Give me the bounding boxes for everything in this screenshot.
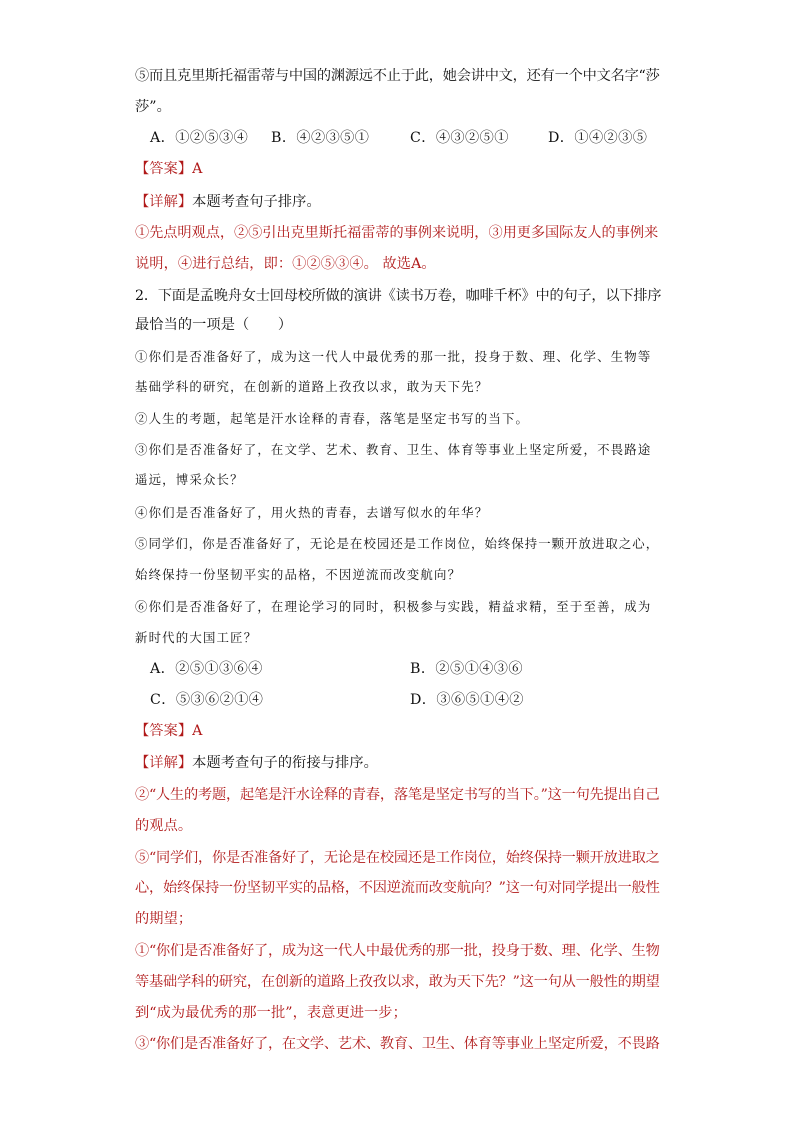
q1-answer	[135, 159, 203, 179]
q2-sentence-6-line-2: 新时代的大国工匠？	[135, 630, 258, 645]
q2-option-a: A．②⑤①③⑥④	[150, 661, 263, 677]
q2-explanation-2-line-1: ⑤“同学们，你是否准备好了，无论是在校园还是工作岗位，始终保持一颗开放进取之	[135, 850, 660, 866]
q2-option-b: B．②⑤①④③⑥	[410, 661, 523, 677]
q2-explanation-2-line-2: 心，始终保持一份坚韧平实的品格，不因逆流而改变航向？”这一句对同学提出一般性	[135, 880, 660, 896]
q1-answer-value: A	[192, 161, 203, 177]
q2-explanation-3-line-1: ①“你们是否准备好了，成为这一代人中最优秀的那一批，投身于数、理、化学、生物	[135, 943, 660, 959]
q2-sentence-2: ②人生的考题，起笔是汗水诠释的青春，落笔是坚定书写的当下。	[135, 411, 530, 426]
q2-explanation-1-line-1: ②“人生的考题，起笔是汗水诠释的青春，落笔是坚定书写的当下。”这一句先提出自己	[135, 787, 660, 803]
q2-explanation-2-line-3: 的期望；	[135, 911, 193, 927]
q2-explanation-1-line-2: 的观点。	[135, 818, 193, 834]
q1-explain-intro: 本题考查句子排序。	[192, 194, 321, 210]
q1-explanation-line-1: ①先点明观点，②⑤引出克里斯托福雷蒂的事例来说明，③用更多国际友人的事例来	[135, 225, 659, 241]
q1-sentence-5-line-2: 莎”。	[135, 99, 171, 115]
q2-explain-intro: 本题考查句子的衔接与排序。	[192, 755, 378, 771]
q2-sentence-5-line-1: ⑤同学们，你是否准备好了，无论是在校园还是工作岗位，始终保持一颗开放进取之心，	[135, 536, 660, 551]
q2-sentence-4: ④你们是否准备好了，用火热的青春，去谱写似水的年华？	[135, 505, 489, 520]
q2-explanation-4-line-1: ③“你们是否准备好了，在文学、艺术、教育、卫生、体育等事业上坚定所爱，不畏路	[135, 1036, 660, 1052]
q2-sentence-3-line-1: ③你们是否准备好了，在文学、艺术、教育、卫生、体育等事业上坚定所爱，不畏路途	[135, 442, 652, 457]
q1-sentence-5-line-1: ⑤而且克里斯托福雷蒂与中国的渊源远不止于此，她会讲中文，还有一个中文名字“莎	[135, 68, 660, 84]
q2-sentence-1-line-1: ①你们是否准备好了，成为这一代人中最优秀的那一批，投身于数、理、化学、生物等	[135, 349, 652, 364]
q2-explanation-3-line-2: 等基础学科的研究，在创新的道路上孜孜以求，敢为天下先？”这一句从一般性的期望	[135, 974, 660, 990]
q1-explanation-header	[135, 192, 321, 212]
q2-sentence-3-line-2: 遥远，博采众长？	[135, 472, 244, 487]
q1-option-c: C．④③②⑤①	[410, 130, 509, 146]
q1-explain-tag: 【详解】	[135, 194, 193, 210]
q2-sentence-5-line-2: 始终保持一份坚韧平实的品格，不因逆流而改变航向？	[135, 567, 462, 582]
q2-answer-value: A	[192, 723, 203, 739]
q1-answer-tag: 【答案】	[135, 161, 193, 177]
q2-sentence-1-line-2: 基础学科的研究，在创新的道路上孜孜以求，敢为天下先？	[135, 379, 489, 394]
q2-answer-tag: 【答案】	[135, 723, 193, 739]
q2-explanation-header	[135, 753, 378, 773]
q2-stem-line-1: 2．下面是孟晚舟女士回母校所做的演讲《读书万卷，咖啡千杯》中的句子，以下排序	[135, 288, 662, 304]
q2-option-d: D．③⑥⑤①④②	[410, 692, 524, 708]
q2-answer	[135, 721, 203, 741]
q1-option-a: A．①②⑤③④	[150, 130, 249, 146]
q2-explain-tag: 【详解】	[135, 755, 193, 771]
q1-option-b: B．④②③⑤①	[271, 130, 370, 146]
q2-option-c: C．⑤③⑥②①④	[150, 692, 264, 708]
q1-explanation-line-2: 说明，④进行总结，即：①②⑤③④。 故选A。	[135, 256, 436, 272]
q1-option-d: D．①④②③⑤	[548, 130, 648, 146]
q2-explanation-3-line-3: 到“成为最优秀的那一批”，表意更进一步；	[135, 1005, 407, 1021]
q2-stem-line-2: 最恰当的一项是（ ）	[135, 317, 293, 333]
q2-sentence-6-line-1: ⑥你们是否准备好了，在理论学习的同时，积极参与实践，精益求精，至于至善，成为	[135, 599, 652, 614]
